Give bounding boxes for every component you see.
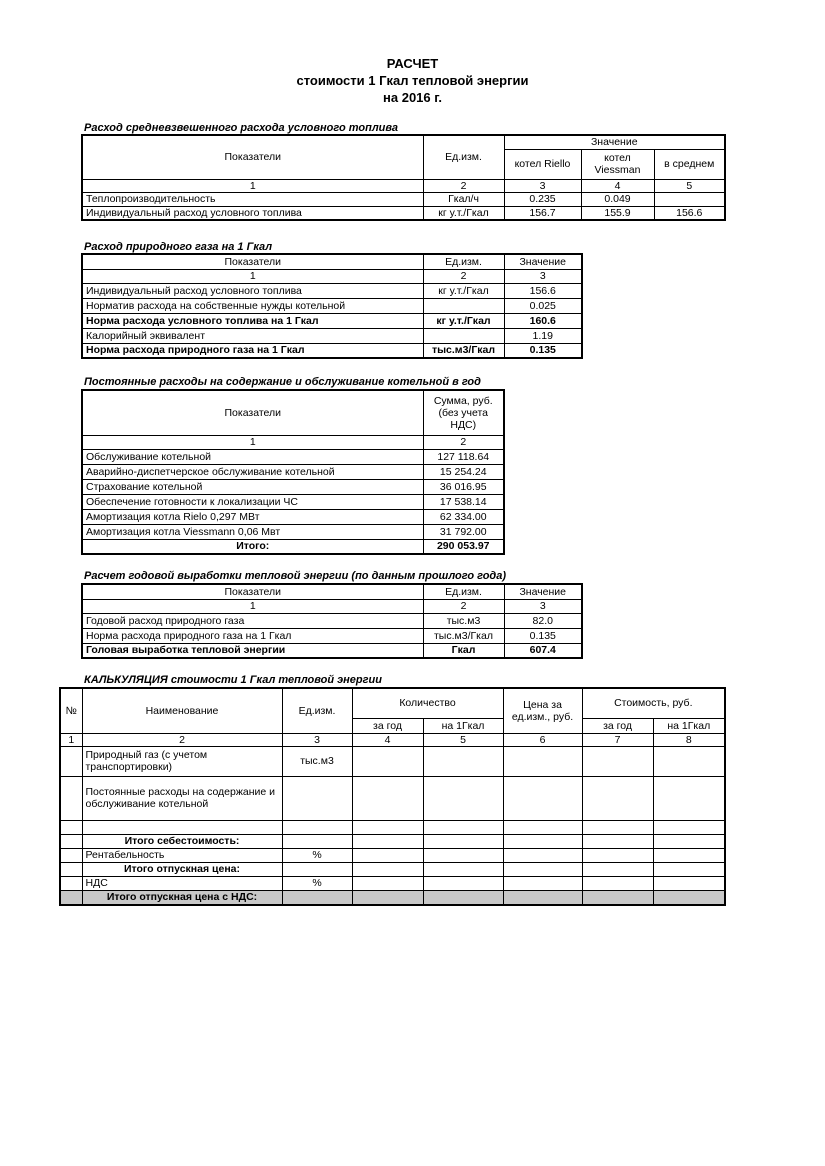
column-number: 4	[581, 179, 654, 192]
table-row	[60, 876, 725, 890]
row-name: Обеспечение готовности к локализации ЧС	[82, 494, 423, 509]
table-row	[82, 643, 582, 658]
header-qty-per-gcal: на 1Гкал	[423, 718, 503, 733]
header-unit: Ед.изм.	[423, 584, 504, 599]
row-unit: Гкал	[423, 643, 504, 658]
row-name: Годовой расход природного газа	[82, 613, 423, 628]
header-unit: Ед.изм.	[282, 688, 352, 733]
column-number: 1	[82, 269, 423, 283]
grand-total-label: Итого отпускная цена с НДС:	[82, 890, 282, 905]
fuel-consumption-table	[81, 134, 726, 221]
row-sum: 36 016.95	[423, 479, 504, 494]
header-viessman: котел Viessman	[581, 149, 654, 179]
table-row	[60, 820, 725, 834]
row-name: Аварийно-диспетчерское обслуживание котельной	[82, 464, 423, 479]
table-row	[82, 509, 504, 524]
column-number: 1	[82, 435, 423, 449]
row-name: Норма расхода природного газа на 1 Гкал	[82, 628, 423, 643]
row-name: Калорийный эквивалент	[82, 328, 423, 343]
row-value: 82.0	[504, 613, 582, 628]
header-sum: Сумма, руб. (без учета НДС)	[423, 390, 504, 435]
fixed-costs-table	[81, 389, 505, 555]
header-value: Значение	[504, 584, 582, 599]
column-number: 3	[504, 599, 582, 613]
table-row	[60, 776, 725, 820]
column-number: 2	[82, 733, 282, 746]
calculation-caption: КАЛЬКУЛЯЦИЯ стоимости 1 Гкал тепловой энергии	[84, 674, 382, 686]
header-name: Наименование	[82, 688, 282, 733]
annual-output-table	[81, 583, 583, 659]
column-number: 5	[654, 179, 725, 192]
column-number: 2	[423, 179, 504, 192]
row-name: Индивидуальный расход условного топлива	[82, 283, 423, 298]
page-title: РАСЧЕТ	[386, 56, 439, 71]
grand-total-row	[60, 890, 725, 905]
gas-consumption-caption: Расход природного газа на 1 Гкал	[84, 241, 273, 253]
row-name: Страхование котельной	[82, 479, 423, 494]
table-row	[82, 479, 504, 494]
row-value: 607.4	[504, 643, 582, 658]
row-riello: 156.7	[504, 206, 581, 220]
column-number: 1	[82, 179, 423, 192]
row-unit: тыс.м3/Гкал	[423, 343, 504, 358]
total-value: 290 053.97	[423, 539, 504, 554]
header-indicator: Показатели	[82, 254, 423, 269]
row-value: 0.135	[504, 628, 582, 643]
calculation-table	[59, 687, 726, 906]
column-number: 3	[504, 179, 581, 192]
vat-unit: %	[282, 876, 352, 890]
row-unit: тыс.м3	[282, 746, 352, 776]
row-name: Индивидуальный расход условного топлива	[82, 206, 423, 220]
column-number: 1	[60, 733, 82, 746]
row-name: Амортизация котла Rielo 0,297 МВт	[82, 509, 423, 524]
row-viessman: 0.049	[581, 192, 654, 206]
vat-label: НДС	[82, 876, 282, 890]
column-number: 1	[82, 599, 423, 613]
column-number: 2	[423, 599, 504, 613]
row-viessman: 155.9	[581, 206, 654, 220]
table-row	[82, 628, 582, 643]
header-indicator: Показатели	[82, 584, 423, 599]
fuel-consumption-caption: Расход средневзвешенного расхода условного топлива	[84, 122, 399, 134]
row-name: Природный газ (с учетом транспортировки)	[82, 746, 282, 776]
row-value: 156.6	[504, 283, 582, 298]
column-number: 8	[653, 733, 725, 746]
fixed-costs-caption: Постоянные расходы на содержание и обслуживание котельной в год	[84, 376, 481, 388]
table-row	[82, 328, 582, 343]
row-name: Головая выработка тепловой энергии	[82, 643, 423, 658]
column-number: 2	[423, 269, 504, 283]
header-value: Значение	[504, 254, 582, 269]
row-unit	[423, 328, 504, 343]
row-name: Обслуживание котельной	[82, 449, 423, 464]
table-row	[82, 613, 582, 628]
row-sum: 15 254.24	[423, 464, 504, 479]
row-average: 156.6	[654, 206, 725, 220]
row-name: Норматив расхода на собственные нужды котельной	[82, 298, 423, 313]
header-value: Значение	[504, 135, 725, 149]
total-row	[82, 539, 504, 554]
header-cost: Стоимость, руб.	[582, 688, 725, 718]
row-unit: Гкал/ч	[423, 192, 504, 206]
column-number: 3	[504, 269, 582, 283]
row-name: Норма расхода условного топлива на 1 Гкал	[82, 313, 423, 328]
row-sum: 62 334.00	[423, 509, 504, 524]
header-cost-year: за год	[582, 718, 653, 733]
table-row	[82, 192, 725, 206]
row-name: Постоянные расходы на содержание и обслуживание котельной	[82, 776, 282, 820]
row-unit: тыс.м3/Гкал	[423, 628, 504, 643]
row-unit: кг у.т./Гкал	[423, 313, 504, 328]
column-number: 2	[423, 435, 504, 449]
header-qty-year: за год	[352, 718, 423, 733]
column-number: 4	[352, 733, 423, 746]
column-number: 3	[282, 733, 352, 746]
row-sum: 17 538.14	[423, 494, 504, 509]
header-unit: Ед.изм.	[423, 135, 504, 179]
table-row	[82, 298, 582, 313]
row-unit	[423, 298, 504, 313]
page-year: на 2016 г.	[383, 90, 442, 105]
row-value: 160.6	[504, 313, 582, 328]
header-number: №	[60, 688, 82, 733]
row-riello: 0.235	[504, 192, 581, 206]
row-unit: кг у.т./Гкал	[423, 283, 504, 298]
header-indicator: Показатели	[82, 390, 423, 435]
table-row	[82, 464, 504, 479]
table-row	[82, 343, 582, 358]
row-unit: кг у.т./Гкал	[423, 206, 504, 220]
gas-consumption-table	[81, 253, 583, 359]
table-row	[82, 283, 582, 298]
row-sum: 127 118.64	[423, 449, 504, 464]
header-price: Цена за ед.изм., руб.	[503, 688, 582, 733]
row-unit: тыс.м3	[423, 613, 504, 628]
header-cost-per-gcal: на 1Гкал	[653, 718, 725, 733]
column-number: 7	[582, 733, 653, 746]
row-name: Теплопроизводительность	[82, 192, 423, 206]
table-row	[60, 746, 725, 776]
table-row	[60, 848, 725, 862]
header-riello: котел Riello	[504, 149, 581, 179]
cost-total-label: Итого себестоимость:	[82, 834, 282, 848]
table-row	[82, 524, 504, 539]
column-number: 5	[423, 733, 503, 746]
total-label: Итого:	[82, 539, 423, 554]
profitability-label: Рентабельность	[82, 848, 282, 862]
header-average: в среднем	[654, 149, 725, 179]
header-indicator: Показатели	[82, 135, 423, 179]
table-row	[60, 834, 725, 848]
column-number: 6	[503, 733, 582, 746]
header-quantity: Количество	[352, 688, 503, 718]
annual-output-caption: Расчет годовой выработки тепловой энергии (по данным прошлого года)	[84, 570, 507, 582]
row-value: 1.19	[504, 328, 582, 343]
profitability-unit: %	[282, 848, 352, 862]
sale-total-label: Итого отпускная цена:	[82, 862, 282, 876]
page-subtitle: стоимости 1 Гкал тепловой энергии	[296, 73, 529, 88]
row-sum: 31 792.00	[423, 524, 504, 539]
row-value: 0.135	[504, 343, 582, 358]
header-unit: Ед.изм.	[423, 254, 504, 269]
table-row	[82, 494, 504, 509]
row-average	[654, 192, 725, 206]
table-row	[82, 449, 504, 464]
table-row	[82, 206, 725, 220]
row-name: Норма расхода природного газа на 1 Гкал	[82, 343, 423, 358]
table-row	[82, 313, 582, 328]
row-value: 0.025	[504, 298, 582, 313]
row-name: Амортизация котла Viessmann 0,06 Мвт	[82, 524, 423, 539]
table-row	[60, 862, 725, 876]
